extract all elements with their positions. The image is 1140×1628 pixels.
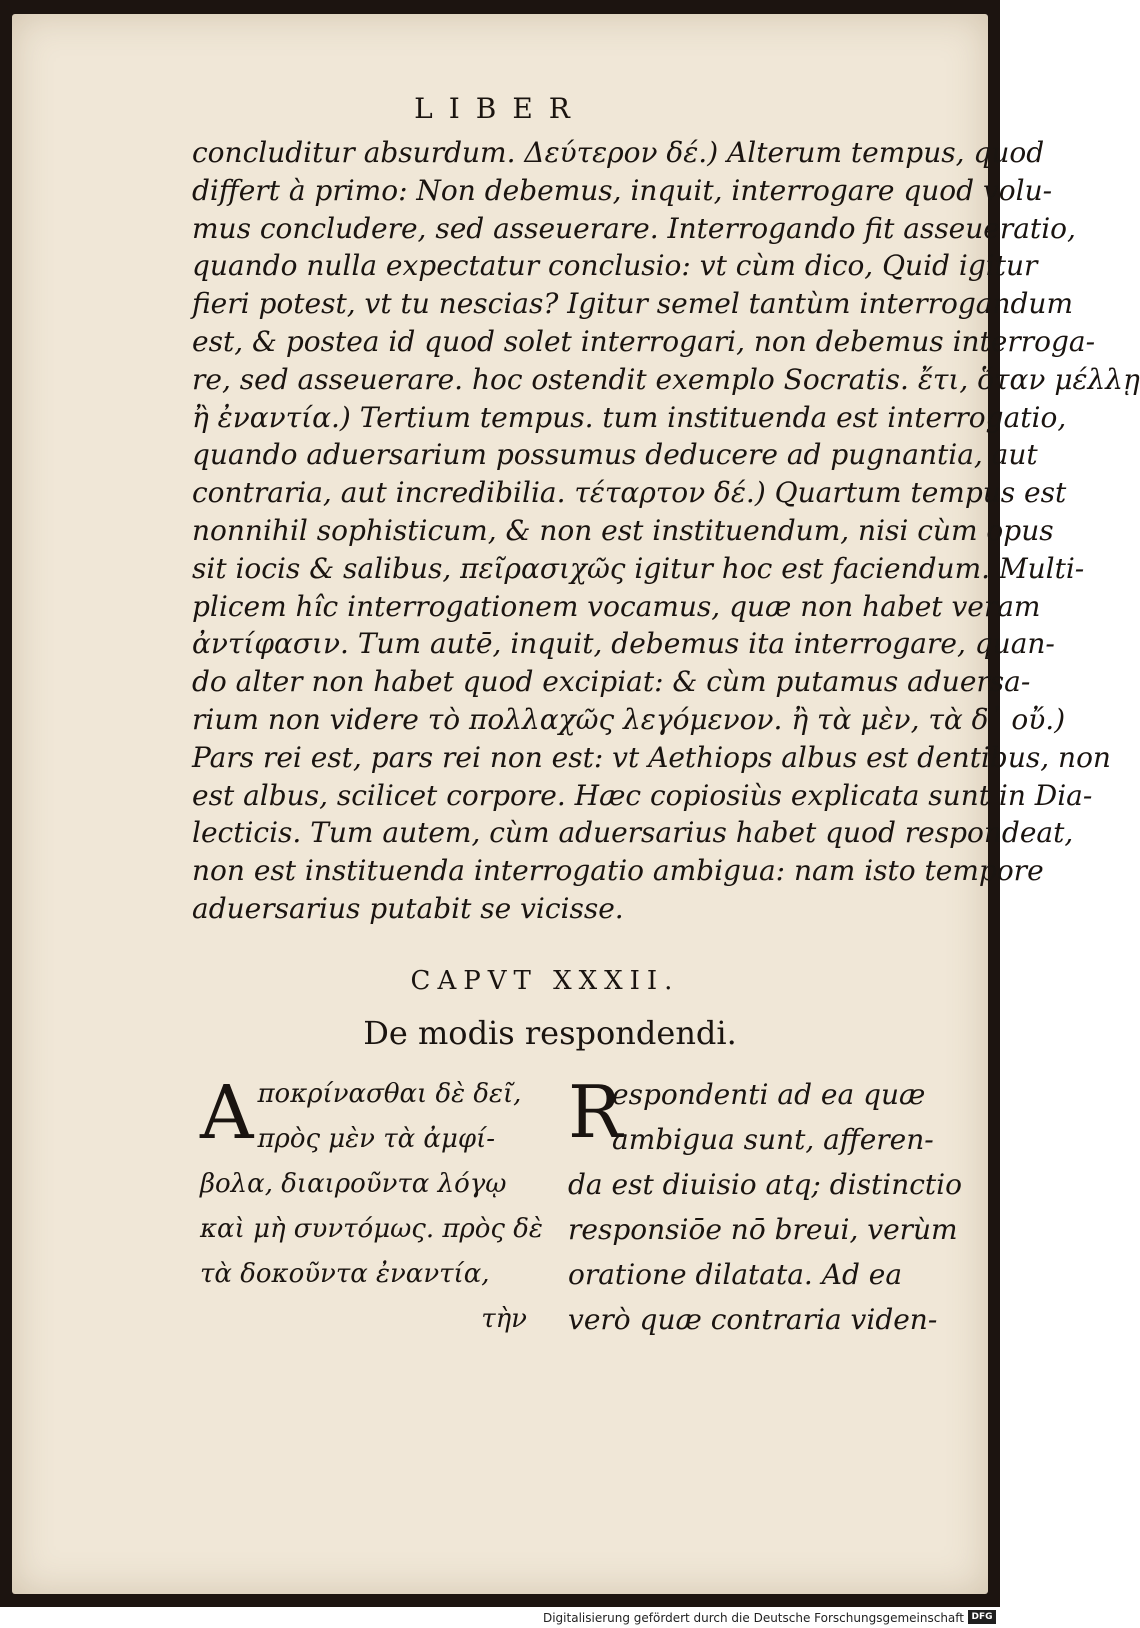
- greek-line: τὰ δοκοῦντα ἐναντία,: [200, 1259, 490, 1289]
- body-line: lecticis. Tum autem, cùm aduersarius habet quod respondeat,: [192, 816, 1074, 850]
- body-line: do alter non habet quod excipiat: & cùm putamus aduersa-: [192, 665, 1031, 699]
- chapter-heading: CAPVT XXXII.: [410, 966, 680, 996]
- latin-column: [568, 1070, 962, 1342]
- greek-column: [200, 1072, 545, 1342]
- body-line: mus concludere, sed asseuerare. Interrogando fit asseueratio,: [192, 211, 1076, 245]
- latin-line: responsiōe nō breui, verùm: [568, 1213, 958, 1246]
- greek-line: καὶ μὴ συντόμως. πρὸς δὲ: [200, 1214, 543, 1244]
- body-line: contraria, aut incredibilia. τέταρτον δέ.) Quartum tempus est: [192, 476, 1067, 510]
- body-line: aduersarius putabit se vicisse.: [192, 891, 624, 925]
- body-line: est, & postea id quod solet interrogari, non debemus interroga-: [192, 324, 1096, 358]
- latin-line: oratione dilatata. Ad ea: [568, 1258, 903, 1291]
- latin-line: ambigua sunt, afferen-: [612, 1123, 934, 1156]
- body-line: ἀντίφασιν. Tum autē, inquit, debemus ita interrogare, quan-: [192, 627, 1055, 661]
- latin-line: da est diuisio atq; distinctio: [568, 1168, 962, 1201]
- body-line: differt à primo: Non debemus, inquit, interrogare quod volu-: [192, 173, 1053, 207]
- body-line: Pars rei est, pars rei non est: vt Aethiops albus est dentibus, non: [192, 740, 1111, 774]
- funding-credit: Digitalisierung gefördert durch die Deutsche Forschungsgemeinschaft: [542, 1611, 964, 1625]
- greek-line: ποκρίνασθαι δὲ δεῖ,: [257, 1079, 522, 1109]
- body-line: est albus, scilicet corpore. Hæc copiosiùs explicata sunt in Dia-: [192, 778, 1093, 812]
- body-line: nonnihil sophisticum, & non est instituendum, nisi cùm opus: [192, 513, 1054, 547]
- book-page: [12, 14, 1140, 1594]
- greek-line: πρὸς μὲν τὰ ἀμφί-: [257, 1124, 496, 1154]
- body-text: [192, 134, 1140, 928]
- latin-line: espondenti ad ea quæ: [612, 1078, 926, 1111]
- body-line: concluditur absurdum. Δεύτερον δέ.) Alterum tempus, quod: [192, 136, 1045, 169]
- body-line: fieri potest, vt tu nescias? Igitur semel tantùm interrogandum: [192, 287, 1073, 321]
- latin-line: verò quæ contraria viden-: [568, 1303, 938, 1336]
- body-line: sit iocis & salibus, πεῖρασιχῶς igitur hoc est faciendum. Multi-: [192, 551, 1085, 585]
- footer-bar: [0, 1607, 1000, 1628]
- body-line: ἢ ἐναντία.) Tertium tempus. tum instituenda est interrogatio,: [192, 400, 1067, 434]
- body-line: re, sed asseuerare. hoc ostendit exemplo Socratis. ἔτι, ὅταν μέλλῃ: [192, 362, 1140, 396]
- greek-dropcap: A: [200, 1070, 254, 1156]
- greek-line: τὴν: [481, 1304, 527, 1334]
- greek-line: βολα, διαιροῦντα λόγῳ: [200, 1169, 507, 1199]
- body-line: non est instituenda interrogatio ambigua: nam isto tempore: [192, 854, 1044, 888]
- latin-dropcap: R: [568, 1070, 623, 1154]
- body-line: rium non videre τὸ πολλαχῶς λεγόμενον. ἢ τὰ μὲν, τὰ δ᾽ οὔ.): [192, 702, 1066, 736]
- body-line: plicem hîc interrogationem vocamus, quæ non habet veram: [192, 589, 1041, 623]
- body-line: quando aduersarium possumus deducere ad pugnantia, aut: [192, 438, 1038, 472]
- body-line: quando nulla expectatur conclusio: vt cùm dico, Quid igitur: [192, 249, 1038, 283]
- chapter-subtitle: De modis respondendi.: [363, 1014, 737, 1052]
- dfg-logo: DFG: [968, 1610, 996, 1624]
- running-head: LIBER: [414, 92, 586, 125]
